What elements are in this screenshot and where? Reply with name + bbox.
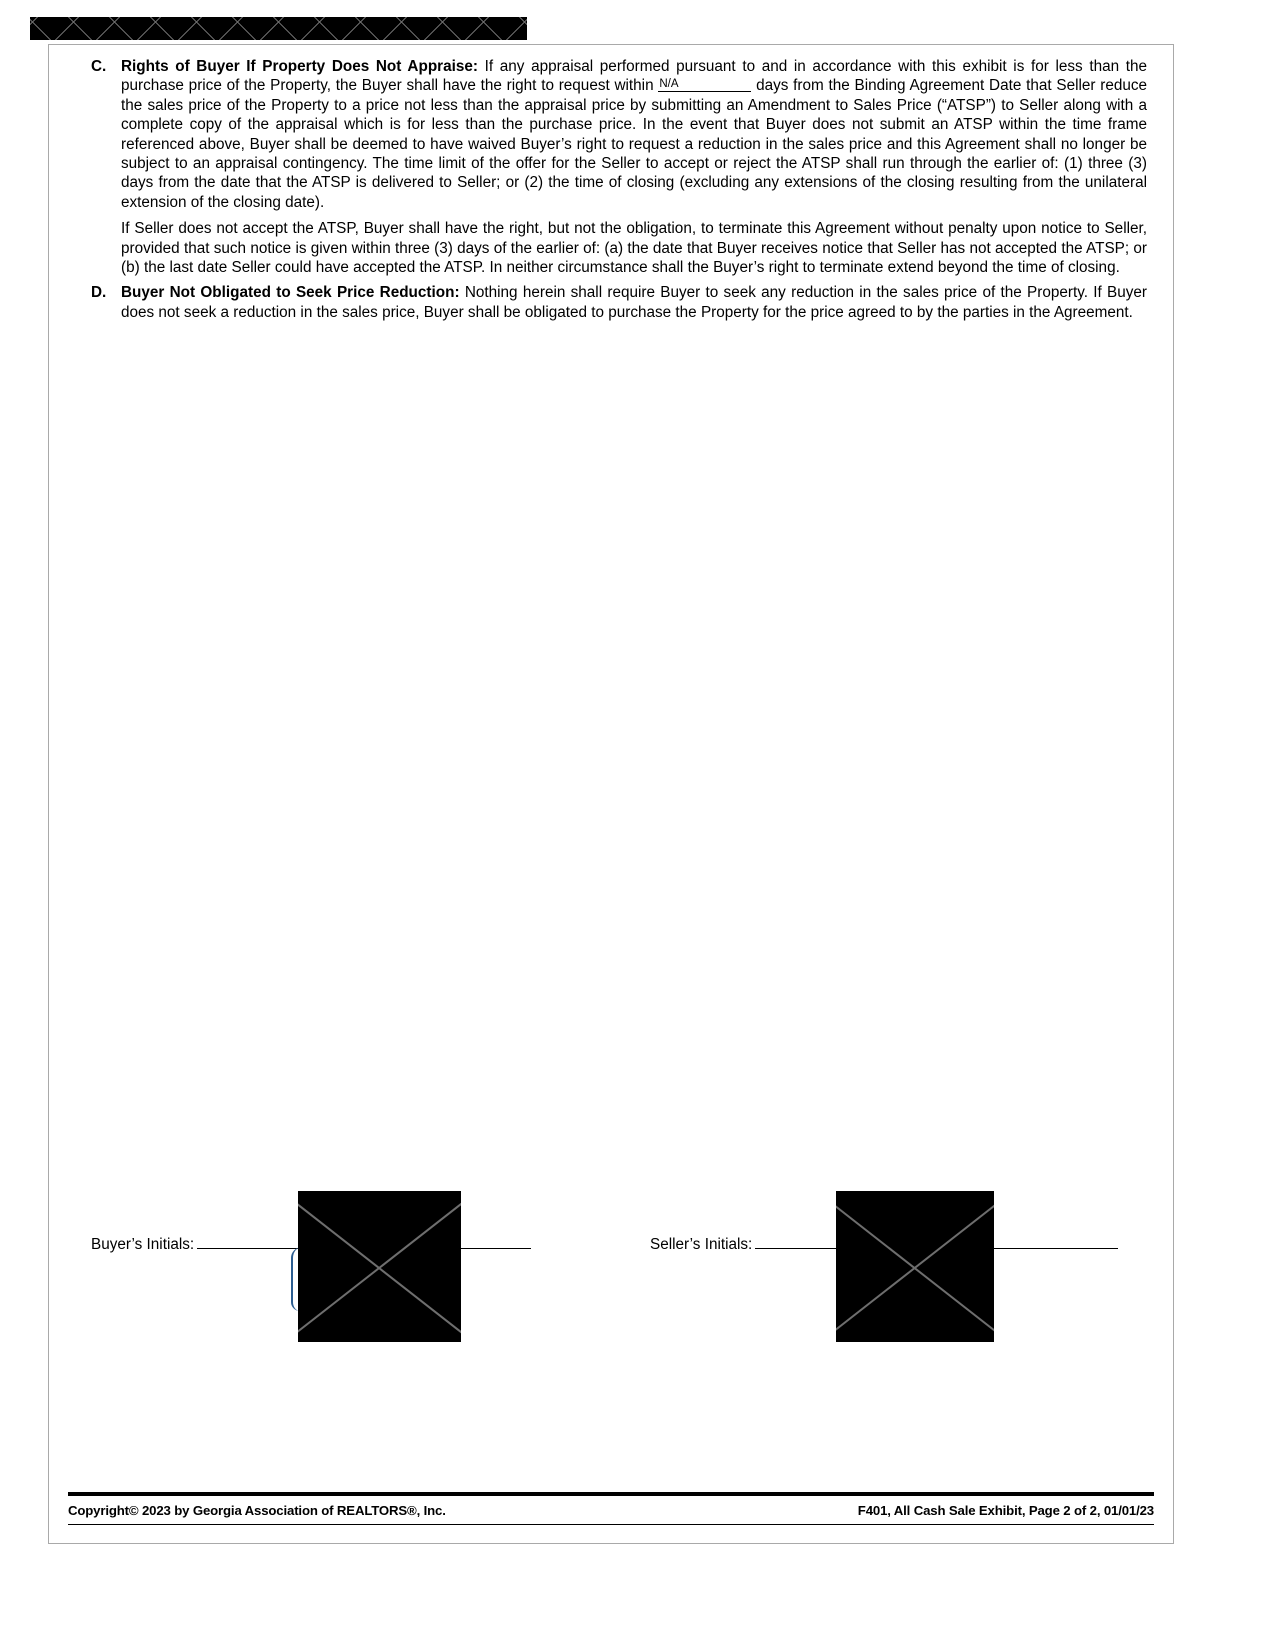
redaction-x-stroke-icon: [298, 1196, 461, 1338]
clause-d-heading: Buyer Not Obligated to Seek Price Reduction:: [121, 284, 460, 302]
clause-d-text: Nothing herein shall require Buyer to seek any reduction in the sales price of the Property. If Buyer does not seek a reduction in the sales price, Buyer shall be obligated to purchase the Property for the price agreed to by the parties in the Agreement.: [121, 284, 1148, 321]
clause-c-text-before-blank: If any appraisal performed pursuant to and in accordance with this exhibit is for less than the purchase price of the Property, the Buyer shall have the right to request within: [121, 58, 1147, 95]
document-page: [48, 44, 1174, 1544]
appraisal-days-input[interactable]: N/A: [658, 77, 751, 92]
initials-row: [91, 1232, 1147, 1272]
clause-c: [91, 57, 1147, 212]
footer-copyright: Copyright© 2023 by Georgia Association of REALTORS®, Inc.: [68, 1502, 446, 1518]
clause-c-heading: Rights of Buyer If Property Does Not Appraise:: [121, 58, 478, 75]
footer-divider: [68, 1492, 1154, 1496]
seller-initials-label: Seller’s Initials:: [650, 1236, 753, 1253]
clause-c-subparagraph: If Seller does not accept the ATSP, Buyer shall have the right, but not the obligation, to terminate this Agreement without penalty upon notice to Seller, provided that such notice is given within three (3) days of the earlier of: (a) the date that Buyer receives notice that Seller has not accepted the ATSP; or (b) the last date Seller could have accepted the ATSP. In neither circumstance shall the Buyer’s right to terminate extend beyond the time of closing.: [121, 220, 1147, 277]
page-footer: [68, 1492, 1154, 1526]
footer-divider-bottom: [68, 1524, 1154, 1526]
redaction-diamond-pattern: [30, 17, 527, 40]
clause-d: [91, 283, 1147, 322]
top-redaction-bar: [30, 17, 527, 40]
redaction-x-stroke-icon: [836, 1199, 994, 1336]
clause-d-body: [121, 283, 1147, 322]
buyer-initials-redaction-box: [298, 1191, 461, 1342]
clause-c-letter: C.: [91, 58, 107, 75]
document-body: [91, 57, 1147, 322]
footer-row: [68, 1503, 1154, 1518]
clause-d-letter: D.: [91, 284, 107, 302]
seller-initials-redaction-box: [836, 1191, 994, 1342]
clause-c-body: [121, 57, 1147, 212]
clause-c-text-after-blank: days from the Binding Agreement Date that Seller reduce the sales price of the Property to a price not less than the appraisal price by submitting an Amendment to Sales Price (“ATSP”) to Seller along with a complete copy of the appraisal which is for less than the purchase price. In the event that Buyer does not submit an ATSP within the time frame referenced above, Buyer shall be deemed to have waived Buyer’s right to request a reduction in the sales price and this Agreement shall no longer be subject to an appraisal contingency. The time limit of the offer for the Seller to accept or reject the ATSP shall run through the earlier of: (1) three (3) days from the date that the ATSP is delivered to Seller; or (2) the time of closing (excluding any extensions of the closing resulting from the unilateral extension of the closing date).: [121, 77, 1148, 211]
buyer-initials-label: Buyer’s Initials:: [91, 1236, 195, 1253]
footer-form-line: F401, All Cash Sale Exhibit, Page 2 of 2, 01/01/23: [857, 1502, 1154, 1518]
